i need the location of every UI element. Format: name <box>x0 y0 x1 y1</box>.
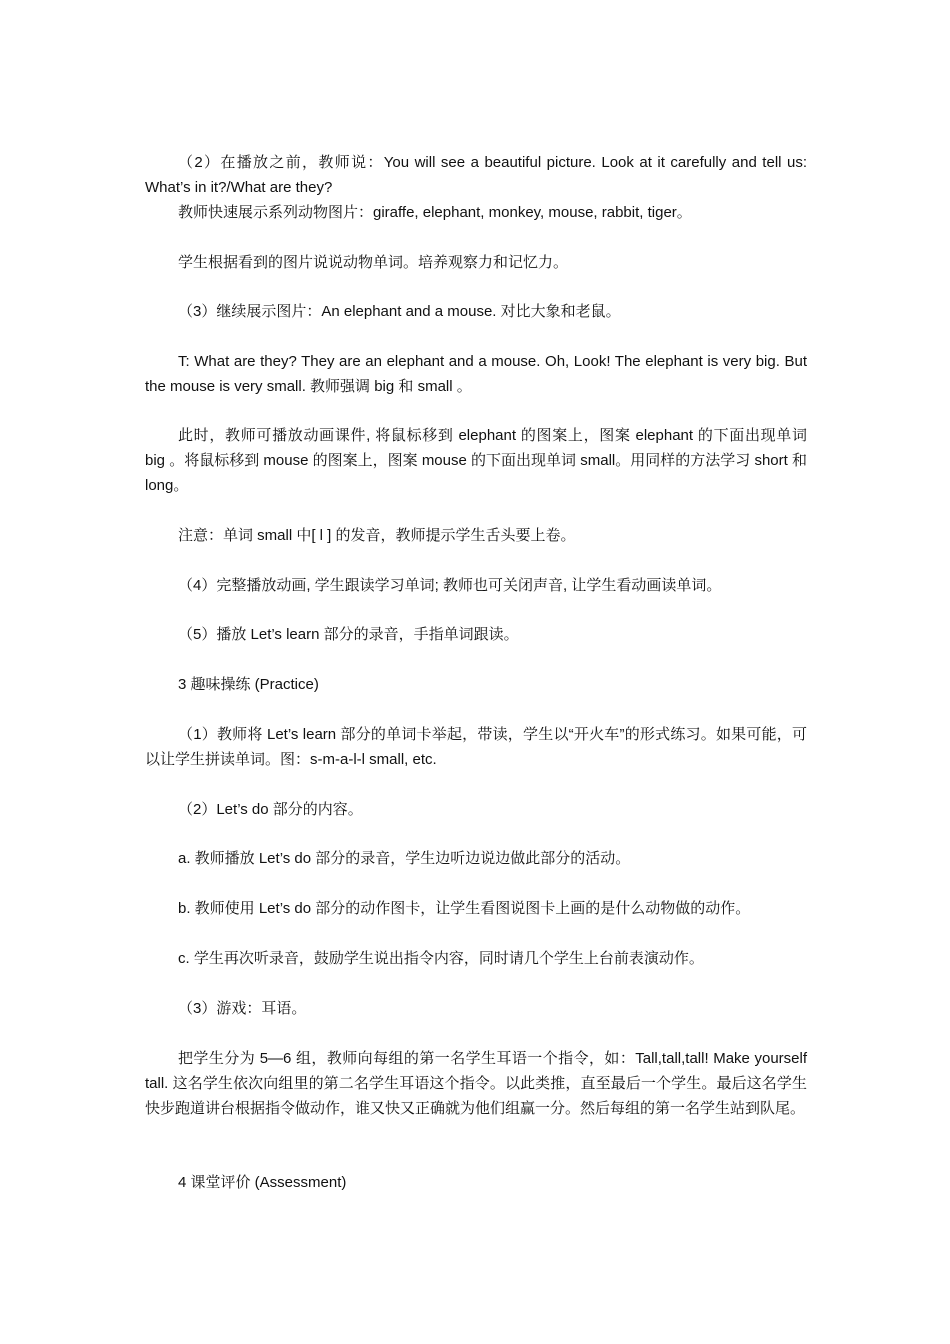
paragraph-step-3: （3）继续展示图片：An elephant and a mouse. 对比大象和老鼠。 <box>178 303 621 320</box>
paragraph-dialogue: T: What are they? They are an elephant and a mouse. Oh, Look! The elephant is very big. But the mouse is very small. 教师强调 big 和 small 。 <box>145 353 807 395</box>
heading-practice: 3 趣味操练 (Practice) <box>178 676 319 693</box>
paragraph-animal-pictures: 教师快速展示系列动物图片：giraffe, elephant, monkey, mouse, rabbit, tiger。 <box>178 204 692 221</box>
heading-assessment: 4 课堂评价 (Assessment) <box>178 1174 347 1191</box>
paragraph-practice-b: b. 教师使用 Let’s do 部分的动作图卡，让学生看图说图卡上画的是什么动物做的动作。 <box>178 900 751 917</box>
paragraph-practice-1: （1）教师将 Let’s learn 部分的单词卡举起，带读，学生以“开火车”的形式练习。如果可能，可以让学生拼读单词。图：s-m-a-l-l small, etc. <box>145 726 807 768</box>
paragraph-students-say-words: 学生根据看到的图片说说动物单词。培养观察力和记忆力。 <box>178 254 569 271</box>
paragraph-practice-c: c. 学生再次听录音，鼓励学生说出指令内容，同时请几个学生上台前表演动作。 <box>178 950 704 967</box>
paragraph-pronunciation-note: 注意：单词 small 中[ l ] 的发音，教师提示学生舌头要上卷。 <box>178 527 576 544</box>
paragraph-practice-2: （2）Let’s do 部分的内容。 <box>178 801 363 818</box>
paragraph-whisper-game: 把学生分为 5—6 组，教师向每组的第一名学生耳语一个指令，如：Tall,tall,tall! Make yourself tall. 这名学生依次向组里的第二名学生耳语这个指令。以此类推，直至最后一个学生。最后这名学生快步跑道讲台根据指令做动作，谁又快又正确就为他们组赢一分。然后每组的第一名学生站到队尾。 <box>145 1050 807 1117</box>
paragraph-step-2: （2）在播放之前，教师说：You will see a beautiful picture. Look at it carefully and tell us: What’s in it?/What are they? <box>145 154 807 196</box>
paragraph-step-4: （4）完整播放动画, 学生跟读学习单词; 教师也可关闭声音, 让学生看动画读单词。 <box>178 577 722 594</box>
paragraph-practice-a: a. 教师播放 Let’s do 部分的录音，学生边听边说边做此部分的活动。 <box>178 850 631 867</box>
paragraph-animation-courseware: 此时，教师可播放动画课件, 将鼠标移到 elephant 的图案上，图案 elephant 的下面出现单词 big 。将鼠标移到 mouse 的图案上，图案 mouse 的下面出现单词 small。用同样的方法学习 short 和 long。 <box>145 427 807 494</box>
paragraph-step-5: （5）播放 Let’s learn 部分的录音，手指单词跟读。 <box>178 626 519 643</box>
paragraph-practice-3: （3）游戏：耳语。 <box>178 1000 307 1017</box>
